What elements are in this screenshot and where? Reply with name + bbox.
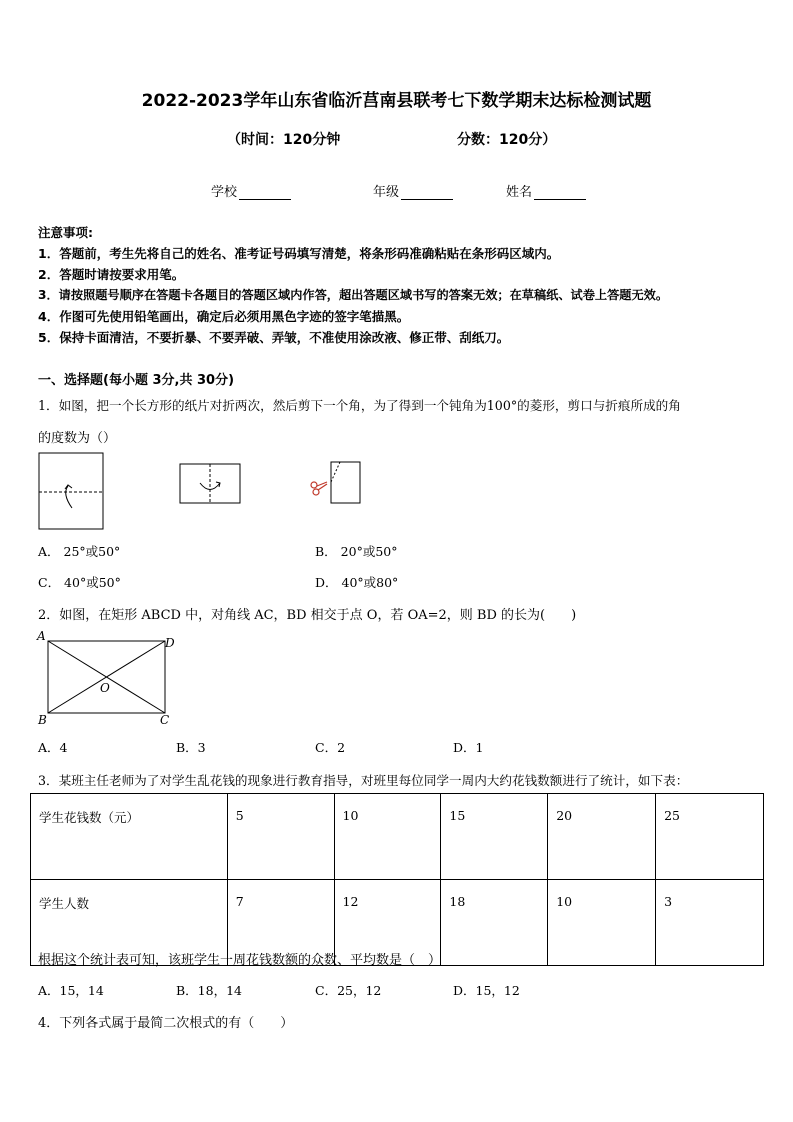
q3-option-c[interactable]: C．25，12 bbox=[315, 983, 382, 998]
table-cell: 15 bbox=[441, 794, 548, 880]
q1-option-a[interactable]: A． 25°或50° bbox=[38, 544, 121, 559]
school-field: 学校 bbox=[211, 181, 291, 200]
table-cell: 25 bbox=[656, 794, 764, 880]
label-a: A bbox=[37, 629, 46, 643]
notice-item-5: 5．保持卡面清洁，不要折暴、不要弄破、弄皱，不准使用涂改液、修正带、刮纸刀。 bbox=[38, 330, 510, 345]
table-cell: 10 bbox=[334, 794, 441, 880]
notice-item-2: 2．答题时请按要求用笔。 bbox=[38, 267, 185, 282]
q4-text: 4．下列各式属于最简二次根式的有（ ） bbox=[38, 1016, 294, 1031]
q3-question: 根据这个统计表可知，该班学生一周花钱数额的众数、平均数是（ ） bbox=[38, 953, 442, 968]
score-info: 分数：120分） bbox=[457, 132, 557, 148]
q3-option-a[interactable]: A．15，14 bbox=[38, 983, 104, 998]
q1-text-line2: 的度数为（） bbox=[38, 431, 117, 446]
q1-text-line1: 1．如图，把一个长方形的纸片对折两次，然后剪下一个角，为了得到一个钝角为100°的菱形，剪口与折痕所成的角 bbox=[38, 398, 681, 413]
table-cell: 学生人数 bbox=[31, 880, 228, 966]
q2-option-a[interactable]: A．4 bbox=[38, 740, 68, 755]
notice-item-4: 4．作图可先使用铅笔画出，确定后必须用黑色字迹的签字笔描黑。 bbox=[38, 309, 410, 324]
q3-text: 3．某班主任老师为了对学生乱花钱的现象进行教育指导，对班里每位同学一周内大约花钱数额进行了统计，如下表： bbox=[38, 773, 689, 788]
fold-arrow-1 bbox=[66, 486, 72, 508]
table-cell: 5 bbox=[227, 794, 334, 880]
paper-rect-3 bbox=[331, 462, 360, 503]
q1-option-d[interactable]: D． 40°或80° bbox=[315, 575, 399, 590]
table-cell: 18 bbox=[441, 880, 548, 966]
section-heading: 一、选择题(每小题 3分,共 30分) bbox=[38, 373, 235, 388]
grade-field: 年级 bbox=[373, 181, 453, 200]
table-row bbox=[31, 794, 764, 880]
q2-option-c[interactable]: C．2 bbox=[315, 740, 346, 755]
q1-figure bbox=[38, 452, 368, 534]
label-c: C bbox=[160, 713, 170, 727]
q2-text: 2．如图，在矩形 ABCD 中，对角线 AC，BD 相交于点 O，若 OA=2，则 BD 的长为( ) bbox=[38, 608, 577, 623]
time-info: （时间：120分钟 bbox=[227, 132, 341, 148]
notice-item-3: 3．请按照题号顺序在答题卡各题目的答题区域内作答，超出答题区域书写的答案无效；在草稿纸、试卷上答题无效。 bbox=[38, 288, 669, 302]
arrow-head-1 bbox=[65, 485, 72, 489]
cut-line bbox=[331, 462, 340, 482]
q2-option-b[interactable]: B．3 bbox=[176, 740, 206, 755]
label-b: B bbox=[38, 713, 47, 727]
table-cell: 12 bbox=[334, 880, 441, 966]
table-cell: 学生花钱数（元） bbox=[31, 794, 228, 880]
q3-table bbox=[30, 793, 764, 966]
table-cell: 7 bbox=[227, 880, 334, 966]
page-title: 2022-2023学年山东省临沂莒南县联考七下数学期末达标检测试题 bbox=[141, 91, 652, 111]
label-d: D bbox=[165, 636, 175, 650]
table-cell: 20 bbox=[548, 794, 656, 880]
q3-option-d[interactable]: D．15，12 bbox=[453, 983, 520, 998]
label-o: O bbox=[100, 681, 110, 695]
name-field: 姓名 bbox=[506, 181, 586, 200]
table-cell: 3 bbox=[656, 880, 764, 966]
q1-option-b[interactable]: B． 20°或50° bbox=[315, 544, 398, 559]
notice-item-1: 1．答题前，考生先将自己的姓名、准考证号码填写清楚，将条形码准确粘贴在条形码区域内。 bbox=[38, 246, 560, 261]
q1-option-c[interactable]: C． 40°或50° bbox=[38, 575, 121, 590]
q2-option-d[interactable]: D．1 bbox=[453, 740, 484, 755]
q2-figure bbox=[34, 628, 184, 730]
table-cell: 10 bbox=[548, 880, 656, 966]
scissors-icon bbox=[311, 482, 327, 495]
notice-heading: 注意事项: bbox=[38, 225, 93, 240]
paper-rect-1 bbox=[39, 453, 103, 529]
q3-option-b[interactable]: B．18，14 bbox=[176, 983, 242, 998]
